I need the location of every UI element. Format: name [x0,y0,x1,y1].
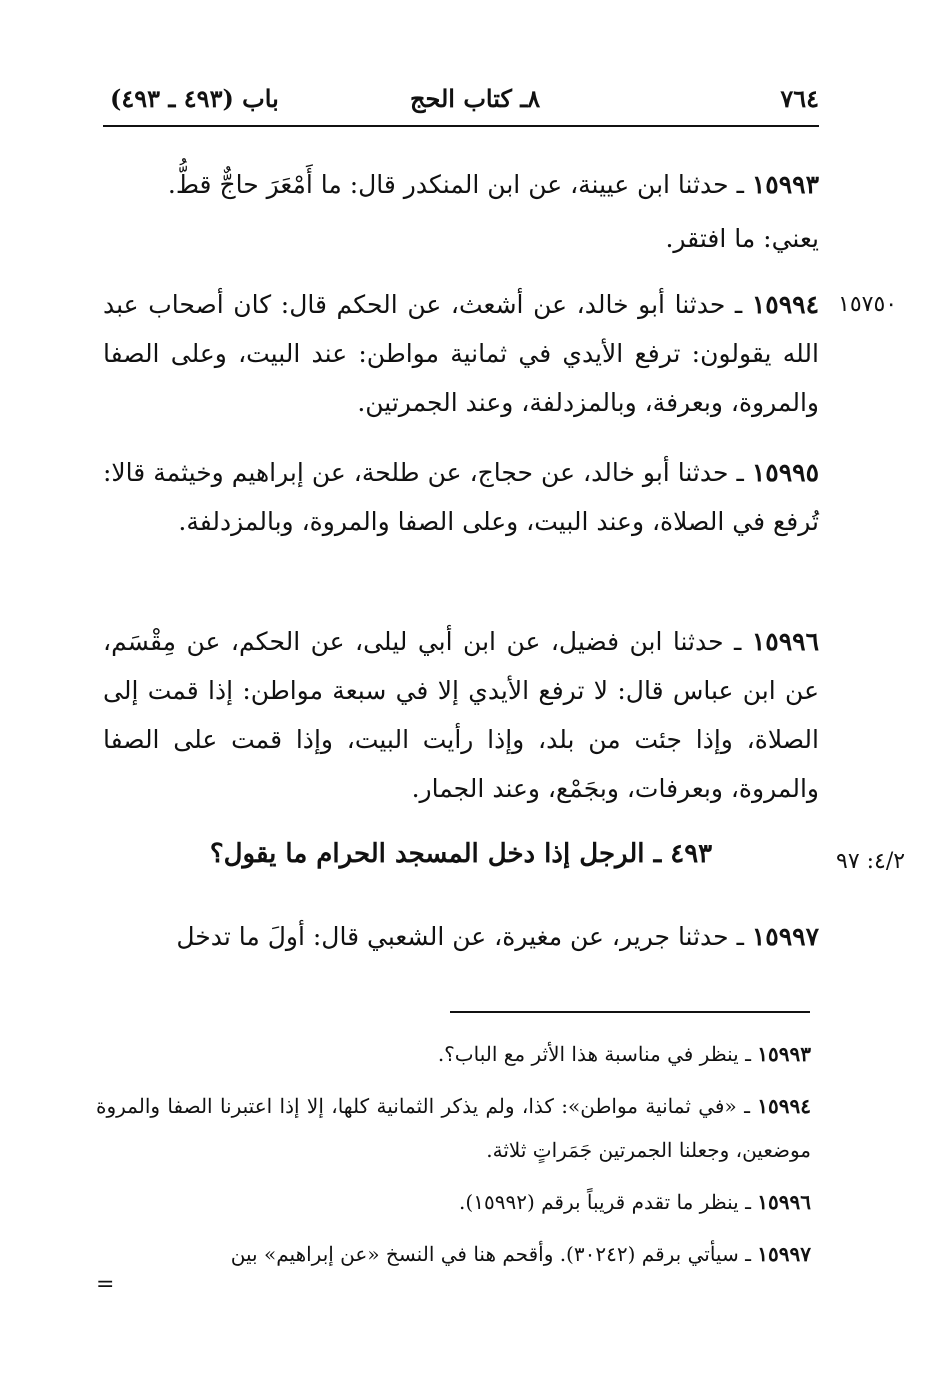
footnote-number: ١٥٩٩٣ [757,1042,811,1066]
entry-number: ١٥٩٩٤ [751,290,819,319]
entry-number: ١٥٩٩٣ [751,170,819,199]
footnote-number: ١٥٩٩٧ [757,1242,811,1266]
entry-15997 [103,912,819,961]
footnote-text: ـ ينظر ما تقدم قريباً برقم (١٥٩٩٢). [459,1190,758,1214]
entry-number: ١٥٩٩٧ [751,922,819,951]
entry-text: ـ حدثنا أبو خالد، عن حجاج، عن طلحة، عن إبراهيم وخيثمة قالا: تُرفع في الصلاة، وعند البيت، وعلى الصفا والمروة، وبالمزدلفة. [103,458,819,536]
footnote-15996 [96,1180,811,1224]
footnote-separator [450,1011,810,1013]
footnote-15994 [96,1084,811,1172]
footnote-15997 [96,1232,811,1276]
footnote-text: ـ ينظر في مناسبة هذا الأثر مع الباب؟. [437,1042,758,1066]
entry-number: ١٥٩٩٥ [751,458,819,487]
entry-15996 [103,617,819,813]
entry-text: ـ حدثنا أبو خالد، عن أشعث، عن الحكم قال: كان أصحاب عبد الله يقولون: ترفع الأيدي في ثمانية مواطن: عند البيت، وعلى الصفا والمروة، وبعرفة، وبالمزدلفة، وعند الجمرتين. [103,290,819,417]
entry-text: ـ حدثنا ابن فضيل، عن ابن أبي ليلى، عن الحكم، عن مِقْسَم، عن ابن عباس قال: لا ترفع الأيدي إلا في سبعة مواطن: إذا قمت إلى الصلاة، وإذا جئت من بلد، وإذا رأيت البيت، وإذا قمت على الصفا والمروة، وبعرفات، وبجَمْع، وعند الجمار. [103,627,819,803]
footnote-15993 [96,1032,811,1076]
footnote-continuation-mark: = [96,1272,115,1297]
footnote-text: ـ سيأتي برقم (٣٠٢٤٢). وأقحم هنا في النسخ «عن إبراهيم» بين [230,1242,758,1266]
chapter-range: باب (٤٩٣ ـ ٤٩٣) [110,84,279,113]
chapter-heading: ٤٩٣ ـ الرجل إذا دخل المسجد الحرام ما يقول؟ [209,839,713,869]
footnote-text: ـ «في ثمانية مواطن»: كذا، ولم يذكر الثمانية كلها، إلا إذا اعتبرنا الصفا والمروة موضعين، وجعلنا الجمرتين جَمَراتٍ ثلاثة. [96,1094,811,1162]
footnote-number: ١٥٩٩٦ [757,1190,811,1214]
entry-text: ـ حدثنا ابن عيينة، عن ابن المنكدر قال: ما أَمْعَرَ حاجٌّ قطُّ. [167,170,752,199]
margin-reference: ١٥٧٥٠ [838,292,898,317]
entry-15993-gloss: يعني: ما افتقر. [665,224,819,253]
page-number: ٧٦٤ [780,84,819,113]
header-rule [103,125,819,127]
entry-15994 [103,280,819,427]
entry-15993 [103,160,819,209]
entry-15995 [103,448,819,546]
entry-text: ـ حدثنا جرير، عن مغيرة، عن الشعبي قال: أولَ ما تدخل [176,922,752,951]
book-title: ٨ـ كتاب الحج [410,84,541,113]
entry-number: ١٥٩٩٦ [751,627,819,656]
footnote-number: ١٥٩٩٤ [757,1094,811,1118]
margin-volume-reference: ٤/٢: ٩٧ [836,849,906,874]
